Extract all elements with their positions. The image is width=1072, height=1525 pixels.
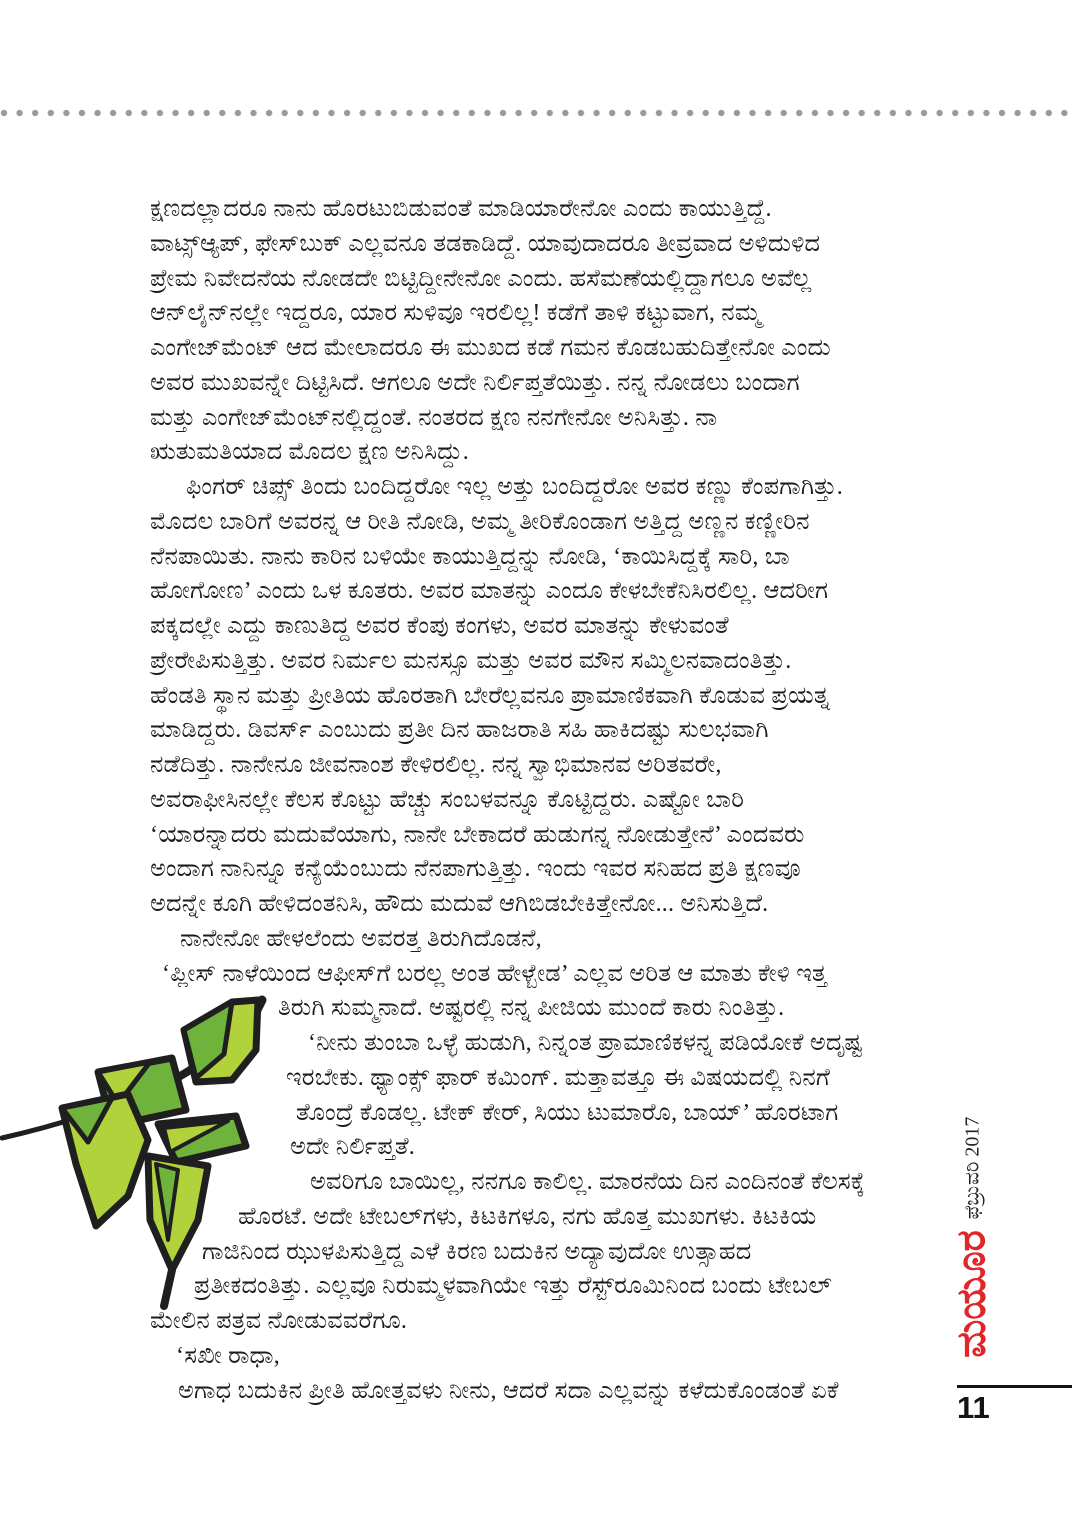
text-line: ‘ಪ್ಲೀಸ್ ನಾಳೆಯಿಂದ ಆಫೀಸ್‌ಗೆ ಬರಲ್ಲ ಅಂತ ಹೇಳ್ಬೇಡ’ ಎಲ್ಲವ ಅರಿತ ಆ ಮಾತು ಕೇಳಿ ಇತ್ತ <box>162 960 827 987</box>
text-line: ಕ್ಷಣದಲ್ಲಾದರೂ ನಾನು ಹೊರಟುಬಿಡುವಂತೆ ಮಾಡಿಯಾರೇನೋ ಎಂದು ಕಾಯುತ್ತಿದ್ದೆ. <box>150 196 772 222</box>
text-line: ‘ಸಖೀ ರಾಧಾ, <box>176 1342 280 1369</box>
text-line: ತೊಂದ್ರೆ ಕೊಡಲ್ಲ. ಟೇಕ್ ಕೇರ್, ಸಿಯು ಟುಮಾರೊ, ಬಾಯ್’ ಹೊರಟಾಗ <box>296 1099 839 1126</box>
text-line: ನಾನೇನೋ ಹೇಳಲೆಂದು ಅವರತ್ತ ತಿರುಗಿದೊಡನೆ, <box>180 925 542 952</box>
issue-date-label: ಫೆಬ್ರುವರಿ 2017 <box>961 1116 984 1220</box>
magazine-title: ಮಯೂರ <box>948 1230 994 1358</box>
text-line: ನೆನಪಾಯಿತು. ನಾನು ಕಾರಿನ ಬಳಿಯೇ ಕಾಯುತ್ತಿದ್ದನ್ನು ನೋಡಿ, ‘ಕಾಯಿಸಿದ್ದಕ್ಕೆ ಸಾರಿ, ಬಾ <box>150 543 790 570</box>
text-line: ವಾಟ್ಸ್‌ಆ್ಯಪ್, ಫೇಸ್‌ಬುಕ್ ಎಲ್ಲವನೂ ತಡಕಾಡಿದ್ದೆ. ಯಾವುದಾದರೂ ತೀವ್ರವಾದ ಅಳಿದುಳಿದ <box>150 230 821 257</box>
text-line: ಹೋಗೋಣ’ ಎಂದು ಒಳ ಕೂತರು. ಅವರ ಮಾತನ್ನು ಎಂದೂ ಕೇಳಬೇಕೆನಿಸಿರಲಿಲ್ಲ. ಆದರೀಗ <box>150 578 829 605</box>
text-line: ‘ಯಾರನ್ನಾದರು ಮದುವೆಯಾಗು, ನಾನೇ ಬೇಕಾದರೆ ಹುಡುಗನ್ನ ನೋಡುತ್ತೇನೆ’ ಎಂದವರು <box>150 821 805 848</box>
text-line: ‘ನೀನು ತುಂಬಾ ಒಳ್ಳೆ ಹುಡುಗಿ, ನಿನ್ನಂತ ಪ್ರಾಮಾಣಿಕಳನ್ನ ಪಡಿಯೋಕೆ ಅದೃಷ್ಟ <box>308 1030 863 1056</box>
text-line: ಪ್ರೇಮ ನಿವೇದನೆಯ ನೋಡದೇ ಬಿಟ್ಟಿದ್ದೀನೇನೋ ಎಂದು. ಹಸೆಮಣೆಯಲ್ಲಿದ್ದಾಗಲೂ ಅವೆಲ್ಲ <box>150 265 812 292</box>
text-line: ಅದೇ ನಿರ್ಲಿಪ್ತತೆ. <box>290 1134 415 1161</box>
text-line: ಫಿಂಗರ್ ಚಿಪ್ಸ್ ತಿಂದು ಬಂದಿದ್ದರೋ ಇಲ್ಲ ಅತ್ತು ಬಂದಿದ್ದರೋ ಅವರ ಕಣ್ಣು ಕೆಂಪಗಾಗಿತ್ತು. <box>186 474 843 500</box>
text-line: ಪಕ್ಕದಲ್ಲೇ ಎದ್ದು ಕಾಣುತಿದ್ದ ಅವರ ಕೆಂಪು ಕಂಗಳು, ಅವರ ಮಾತನ್ನು ಕೇಳುವಂತೆ <box>150 613 729 639</box>
text-line: ಮೇಲಿನ ಪತ್ರವ ನೋಡುವವರೆಗೂ. <box>150 1308 408 1334</box>
text-line: ಪ್ರೇರೇಪಿಸುತ್ತಿತ್ತು. ಅವರ ನಿರ್ಮಲ ಮನಸ್ಸೂ ಮತ್ತು ಅವರ ಮೌನ ಸಮ್ಮಿಲನವಾದಂತಿತ್ತು. <box>150 647 792 674</box>
text-line: ಅವರ ಮುಖವನ್ನೇ ದಿಟ್ಟಿಸಿದೆ. ಆಗಲೂ ಅದೇ ನಿರ್ಲಿಪ್ತತೆಯಿತ್ತು. ನನ್ನ ನೋಡಲು ಬಂದಾಗ <box>150 369 800 396</box>
text-line: ಗಾಜಿನಿಂದ ಝುಳಪಿಸುತ್ತಿದ್ದ ಎಳೆ ಕಿರಣ ಬದುಕಿನ ಅದ್ಯಾವುದೋ ಉತ್ಸಾಹದ <box>202 1238 752 1265</box>
text-line: ಅವರಾಫೀಸಿನಲ್ಲೇ ಕೆಲಸ ಕೊಟ್ಟು ಹೆಚ್ಚು ಸಂಬಳವನ್ನೂ ಕೊಟ್ಟಿದ್ದರು. ಎಷ್ಟೋ ಬಾರಿ <box>150 786 745 813</box>
text-line: ತಿರುಗಿ ಸುಮ್ಮನಾದೆ. ಅಷ್ಟರಲ್ಲಿ ನನ್ನ ಪೀಜಿಯ ಮುಂದೆ ಕಾರು ನಿಂತಿತ್ತು. <box>278 995 785 1022</box>
text-line: ಇರಬೇಕು. ಥ್ಯಾಂಕ್ಸ್ ಫಾರ್ ಕಮಿಂಗ್. ಮತ್ತಾವತ್ತೂ ಈ ವಿಷಯದಲ್ಲಿ ನಿನಗೆ <box>286 1064 831 1091</box>
text-line: ಋತುಮತಿಯಾದ ಮೊದಲ ಕ್ಷಣ ಅನಿಸಿದ್ದು. <box>150 439 469 466</box>
text-line: ಮತ್ತು ಎಂಗೇಜ್‌ಮೆಂಟ್‌ನಲ್ಲಿದ್ದಂತೆ. ನಂತರದ ಕ್ಷಣ ನನಗೇನೋ ಅನಿಸಿತ್ತು. ನಾ <box>150 404 718 431</box>
leaf-illustration <box>0 988 285 1323</box>
page-number-rule <box>957 1385 1072 1388</box>
text-line: ಅಗಾಧ ಬದುಕಿನ ಪ್ರೀತಿ ಹೋತ್ತವಳು ನೀನು, ಆದರೆ ಸದಾ ಎಲ್ಲವನ್ನು ಕಳೆದುಕೊಂಡಂತೆ ಏಕೆ <box>178 1377 839 1404</box>
text-line: ಹೊರಟೆ. ಅದೇ ಟೇಬಲ್‌ಗಳು, ಕಿಟಕಿಗಳೂ, ನಗು ಹೊತ್ತ ಮುಖಗಳು. ಕಿಟಕಿಯ <box>238 1203 817 1230</box>
page-number: 11 <box>957 1390 990 1425</box>
text-line: ಆನ್‌ಲೈನ್‌ನಲ್ಲೇ ಇದ್ದರೂ, ಯಾರ ಸುಳಿವೂ ಇರಲಿಲ್ಲ! ಕಡೆಗೆ ತಾಳಿ ಕಟ್ಟುವಾಗ, ನಮ್ಮ <box>150 300 762 327</box>
dotted-separator <box>0 109 1072 117</box>
text-line: ಮಾಡಿದ್ದರು. ಡಿವರ್ಸ್ ಎಂಬುದು ಪ್ರತೀ ದಿನ ಹಾಜರಾತಿ ಸಹಿ ಹಾಕಿದಷ್ಟು ಸುಲಭವಾಗಿ <box>150 717 769 744</box>
text-line: ಅದನ್ನೇ ಕೂಗಿ ಹೇಳಿದಂತನಿಸಿ, ಹೌದು ಮದುವೆ ಆಗಿಬಿಡಬೇಕಿತ್ತೇನೋ... ಅನಿಸುತ್ತಿದೆ. <box>150 891 769 917</box>
leaf-branch-icon <box>0 988 285 1323</box>
text-line: ಅವರಿಗೂ ಬಾಯಿಲ್ಲ, ನನಗೂ ಕಾಲಿಲ್ಲ. ಮಾರನೆಯ ದಿನ ಎಂದಿನಂತೆ ಕೆಲಸಕ್ಕೆ <box>310 1169 865 1195</box>
text-line: ನಡೆದಿತ್ತು. ನಾನೇನೂ ಜೀವನಾಂಶ ಕೇಳಿರಲಿಲ್ಲ. ನನ್ನ ಸ್ವಾಭಿಮಾನವ ಅರಿತವರೇ, <box>150 752 722 778</box>
text-line: ಅಂದಾಗ ನಾನಿನ್ನೂ ಕನ್ಯೆಯೆಂಬುದು ನೆನಪಾಗುತ್ತಿತ್ತು. ಇಂದು ಇವರ ಸನಿಹದ ಪ್ರತಿ ಕ್ಷಣವೂ <box>150 856 801 883</box>
text-line: ಮೊದಲ ಬಾರಿಗೆ ಅವರನ್ನ ಆ ರೀತಿ ನೋಡಿ, ಅಮ್ಮ ತೀರಿಕೊಂಡಾಗ ಅತ್ತಿದ್ದ ಅಣ್ಣನ ಕಣ್ಣೀರಿನ <box>150 508 810 535</box>
text-line: ಪ್ರತೀಕದಂತಿತ್ತು. ಎಲ್ಲವೂ ನಿರುಮ್ಮಳವಾಗಿಯೇ ಇತ್ತು ರೆಸ್ಟ್‌ರೂಮಿನಿಂದ ಬಂದು ಟೇಬಲ್ <box>194 1273 832 1300</box>
text-line: ಎಂಗೇಜ್‌ಮೆಂಟ್ ಆದ ಮೇಲಾದರೂ ಈ ಮುಖದ ಕಡೆ ಗಮನ ಕೊಡಬಹುದಿತ್ತೇನೋ ಎಂದು <box>150 335 831 361</box>
text-line: ಹೆಂಡತಿ ಸ್ಥಾನ ಮತ್ತು ಪ್ರೀತಿಯ ಹೊರತಾಗಿ ಬೇರೆಲ್ಲವನೂ ಪ್ರಾಮಾಣಿಕವಾಗಿ ಕೊಡುವ ಪ್ರಯತ್ನ <box>150 682 831 709</box>
